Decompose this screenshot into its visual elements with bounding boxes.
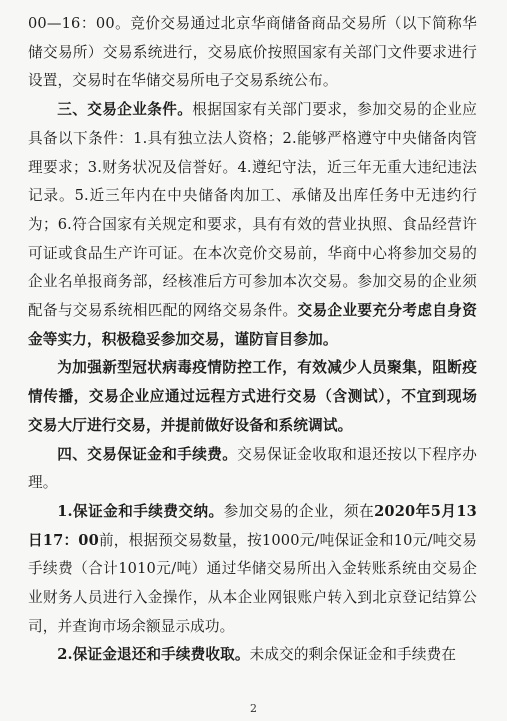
section-heading-deposit-fees: 四、交易保证金和手续费。: [57, 445, 238, 463]
subheading-deposit-refund: 2.保证金退还和手续费收取。: [57, 646, 250, 664]
epidemic-notice-text: 为加强新型冠状病毒疫情防控工作，有效减少人员聚集，阻断疫情传播，交易企业应通过远程方式进行交易（含测试），不宜到现场交易大厅进行交易，并提前做好设备和系统调试。: [28, 359, 477, 434]
paragraph-enterprise-conditions: [28, 96, 477, 354]
enterprise-conditions-text: 根据国家有关部门要求，参加交易的企业应具备以下条件：1.具有独立法人资格；2.能够严格遵守中央储备肉管理要求；3.财务状况及信誉好。4.遵纪守法，近三年无重大违纪违法记录。5.近三年内在中央储备肉加工、承储及出库任务中无违约行为；6.符合国家有关规定和要求，具有有效的营业执照、食品经营许可证或食品生产许可证。在本次竞价交易前，华商中心将参加交易的企业名单报商务部，经核准后方可参加本次交易。参加交易的企业须配备与交易系统相匹配的网络交易条件。: [28, 101, 477, 320]
subheading-deposit-payment: 1.保证金和手续费交纳。: [57, 502, 224, 520]
paragraph-epidemic-notice: [28, 354, 477, 440]
page-number: 2: [250, 702, 257, 715]
section-heading-enterprise-conditions: 三、交易企业条件。: [57, 101, 193, 119]
enterprise-warning-text: 交易企业要充分考虑自身资金等实力，积极稳妥参加交易，谨防盲目参加。: [28, 302, 477, 348]
deposit-payment-text-b: 前，根据预交易数量，按1000元/吨保证金和10元/吨交易手续费（合计1010元/吨）通过华储交易所出入金转账系统由交易企业财务人员进行入金操作，从本企业网银账户转入到北京登记结算公司，并查询市场余额显示成功。: [28, 531, 477, 635]
paragraph-auction-method: [28, 10, 477, 96]
paragraph-deposit-payment: [28, 498, 477, 642]
deposit-payment-text-a: 参加交易的企业，须在: [223, 502, 375, 520]
deposit-deadline: 2020年5月13日17：00: [28, 502, 477, 549]
auction-method-text: 00—16：00。竞价交易通过北京华商储备商品交易所（以下简称华储交易所）交易系统进行，交易底价按照国家有关部门文件要求进行设置，交易时在华储交易所电子交易系统公布。: [28, 15, 477, 90]
deposit-fees-text: 交易保证金收取和退还按以下程序办理。: [28, 445, 477, 492]
paragraph-deposit-refund: [28, 641, 477, 670]
deposit-refund-text: 未成交的剩余保证金和手续费在: [249, 646, 457, 664]
paragraph-deposit-fees: [28, 441, 477, 498]
